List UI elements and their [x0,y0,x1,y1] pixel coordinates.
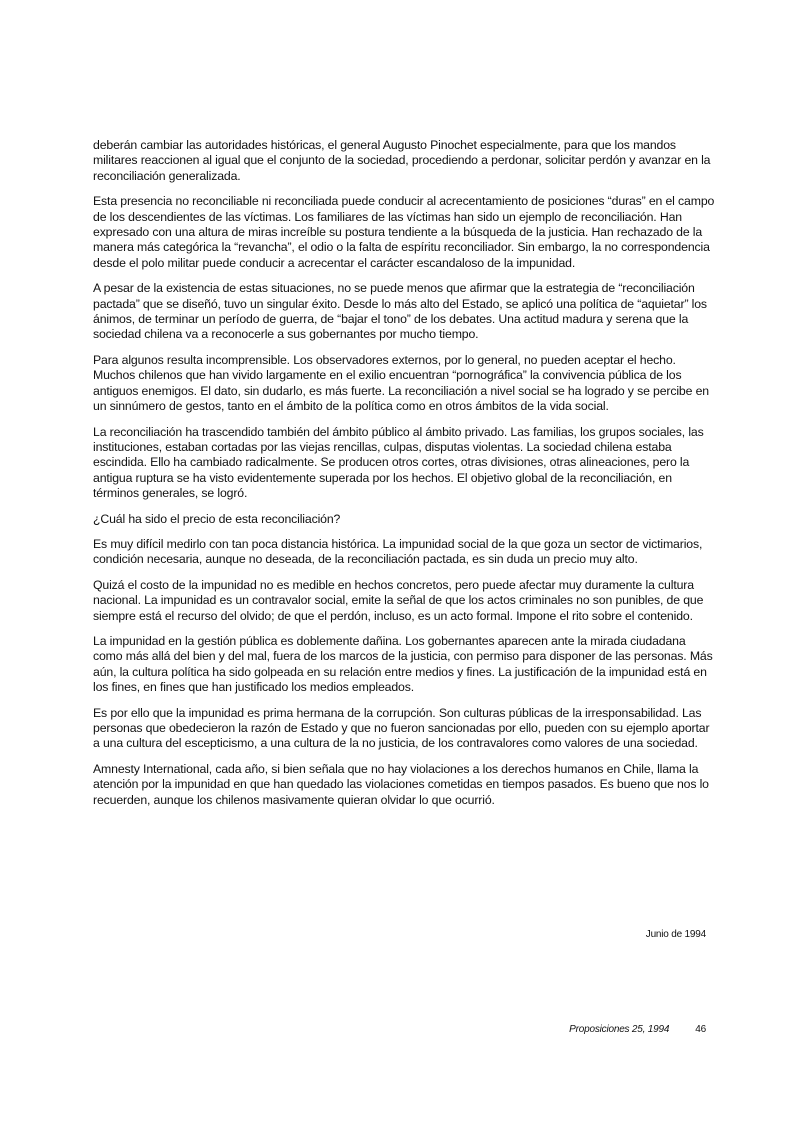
paragraph: Amnesty International, cada año, si bien señala que no hay violaciones a los derechos humanos en Chile, llama la atención por la impunidad en que han quedado las violaciones cometidas en tiempos pasados. Es bueno que nos lo recuerden, aunque los chilenos masivamente quieran olvidar lo que ocurrió. [93,761,709,807]
paragraph: Para algunos resulta incomprensible. Los observadores externos, por lo general, no pueden aceptar el hecho. Muchos chilenos que han vivido largamente en el exilio encuentran “pornográfica” la convivencia pública de los antiguos enemigos. El dato, sin dudarlo, es más fuerte. La reconciliación a nivel social se ha logrado y se percibe en un sinnúmero de gestos, tanto en el ámbito de la política como en otros ámbitos de la vida social. [93,352,709,414]
article-body [93,138,715,818]
paragraph: Es por ello que la impunidad es prima hermana de la corrupción. Son culturas públicas de la irresponsabilidad. Las personas que obedecieron la razón de Estado y que no fueron sancionadas por ello, pueden con su ejemplo aportar a una cultura del escepticismo, a una cultura de la no justicia, de los contravalores como valores de una sociedad. [93,705,710,751]
journal-citation: Proposiciones 25, 1994 [569,1024,670,1035]
page-footer [569,1024,706,1035]
paragraph: deberán cambiar las autoridades históricas, el general Augusto Pinochet especialmente, para que los mandos militares reaccionen al igual que el conjunto de la sociedad, procediendo a perdonar, solicitar perdón y avanzar en la reconciliación generalizada. [93,138,711,183]
paragraph: Es muy difícil medirlo con tan poca distancia histórica. La impunidad social de la que goza un sector de victimarios, condición necesaria, aunque no deseada, de la reconciliación pactada, es sin duda un precio muy alto. [93,536,703,567]
paragraph: Esta presencia no reconciliable ni reconciliada puede conducir al acrecentamiento de posiciones “duras” en el campo de los descendientes de las víctimas. Los familiares de las víctimas han sido un ejemplo de reconciliación. Han expresado con una altura de miras increíble su postura tendiente a la búsqueda de la justicia. Han rechazado de la manera más categórica la “revancha”, el odio o la falta de espíritu reconciliador. Sin embargo, la no correspondencia desde el polo militar puede conducir a acrecentar el carácter escandaloso de la impunidad. [93,194,715,270]
date-line: Junio de 1994 [645,929,706,940]
paragraph: La reconciliación ha trascendido también del ámbito público al ámbito privado. Las familias, los grupos sociales, las instituciones, estaban cortadas por las viejas rencillas, culpas, disputas violentas. La sociedad chilena estaba escindida. Ello ha cambiado radicalmente. Se producen otros cortes, otras divisiones, otras alineaciones, pero la antigua ruptura se ha visto evidentemente superada por los hechos. El objetivo global de la reconciliación, en términos generales, se logró. [93,424,704,501]
paragraph: La impunidad en la gestión pública es doblemente dañina. Los gobernantes aparecen ante la mirada ciudadana como más allá del bien y del mal, fuera de los marcos de la justicia, con permiso para disponer de las personas. Más aún, la cultura política ha sido golpeada en su relación entre medios y fines. La justificación de la impunidad está en los fines, en fines que han justificado los medios empleados. [93,633,713,695]
page-number: 46 [695,1024,706,1035]
paragraph: A pesar de la existencia de estas situaciones, no se puede menos que afirmar que la estrategia de “reconciliación pactada” que se diseñó, tuvo un singular éxito. Desde lo más alto del Estado, se aplicó una política de “aquietar” los ánimos, de terminar un período de guerra, de “bajar el tono” de los debates. Una actitud madura y serena que la sociedad chilena va a reconocerle a sus gobernantes por mucho tiempo. [93,281,707,342]
question-paragraph: ¿Cuál ha sido el precio de esta reconciliación? [93,511,341,526]
paragraph: Quizá el costo de la impunidad no es medible en hechos concretos, pero puede afectar muy duramente la cultura nacional. La impunidad es un contravalor social, emite la señal de que los actos criminales no son punibles, de que siempre está el recurso del olvido; de que el perdón, incluso, es un acto formal. Impone el rito sobre el contenido. [93,577,704,623]
